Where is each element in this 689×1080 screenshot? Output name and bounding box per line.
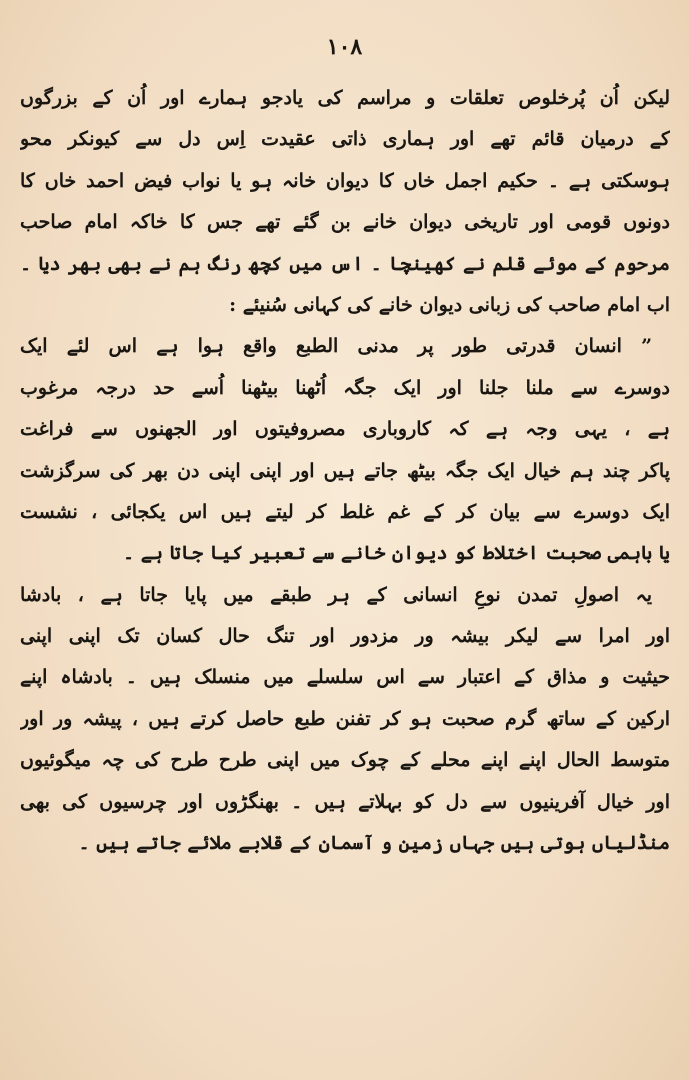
text-line: ” انسان قدرتی طور پر مدنی الطبع واقع ہوا ہے اس لئے ایک — [20, 335, 652, 358]
text-line: دونوں قومی اور تاریخی دیوان خانے بن گئے تھے جس کا خاکہ امام صاحب — [20, 211, 670, 234]
text-line: یا باہمی صحبت اختلاط کو دیوان خانے سے تعبیر کیا جاتا ہے ۔ — [123, 542, 670, 565]
text-line: ہے ، یہی وجہ ہے کہ کاروباری مصروفیتوں اور الجھنوں سے فراغت — [20, 418, 670, 441]
text-line: اور خیال آفرینیوں سے دل کو بہلاتے ہیں ۔ بھنگڑوں اور چرسیوں کی بھی — [20, 790, 670, 813]
text-line: یہ اصولِ تمدن نوعِ انسانی کے ہر طبقے میں پایا جاتا ہے ، بادشا — [20, 583, 652, 606]
text-line: مرحوم کے موئے قلم نے کھینچا ۔ اس میں کچھ رنگ ہم نے بھی بھر دیا ۔ — [20, 252, 670, 275]
text-line: متوسط الحال اپنے اپنے محلے کے چوک میں اپنی طرح طرح کی چہ میگوئیوں — [20, 749, 670, 772]
body-text — [20, 78, 670, 864]
text-line: اب امام صاحب کی زبانی دیوان خانے کی کہانی سُنیئے : — [229, 293, 670, 316]
text-line: کے درمیان قائم تھے اور ہماری ذاتی عقیدت اِس دل سے کیونکر محو — [20, 128, 670, 151]
text-line: دوسرے سے ملنا جلنا اور ایک جگہ اُٹھنا بیٹھنا اُسے حد درجہ مرغوب — [20, 376, 670, 399]
text-line: حیثیت و مذاق کے اعتبار سے اس سلسلے میں منسلک ہیں ۔ بادشاہ اپنے — [20, 666, 670, 689]
text-line: ایک دوسرے سے بیان کر کے غم غلط کر لیتے ہیں اس یکجائی ، نشست — [20, 500, 670, 523]
text-line: لیکن اُن پُرخلوص تعلقات و مراسم کی یادجو ہمارے اور اُن کے بزرگوں — [20, 87, 670, 109]
text-line: ارکین کے ساتھ گرم صحبت ہو کر تفنن طبع حاصل کرتے ہیں ، پیشہ ور اور — [20, 707, 670, 730]
text-line: ہوسکتی ہے ۔ حکیم اجمل خاں کا دیوان خانہ ہو یا نواب فیض احمد خاں کا — [20, 169, 670, 192]
text-line: پاکر چند ہم خیال ایک جگہ بیٹھ جاتے ہیں اور اپنی اپنی دن بھر کی سرگزشت — [20, 459, 670, 482]
text-line: منڈلیاں ہوتی ہیں جہاں زمین و آسمان کے قلابے ملائے جاتے ہیں ۔ — [78, 832, 670, 855]
page-number: ۱۰۸ — [326, 34, 363, 60]
text-line: اور امرا سے لیکر بیشہ ور مزدور اور تنگ حال کسان تک اپنی اپنی — [20, 625, 670, 648]
